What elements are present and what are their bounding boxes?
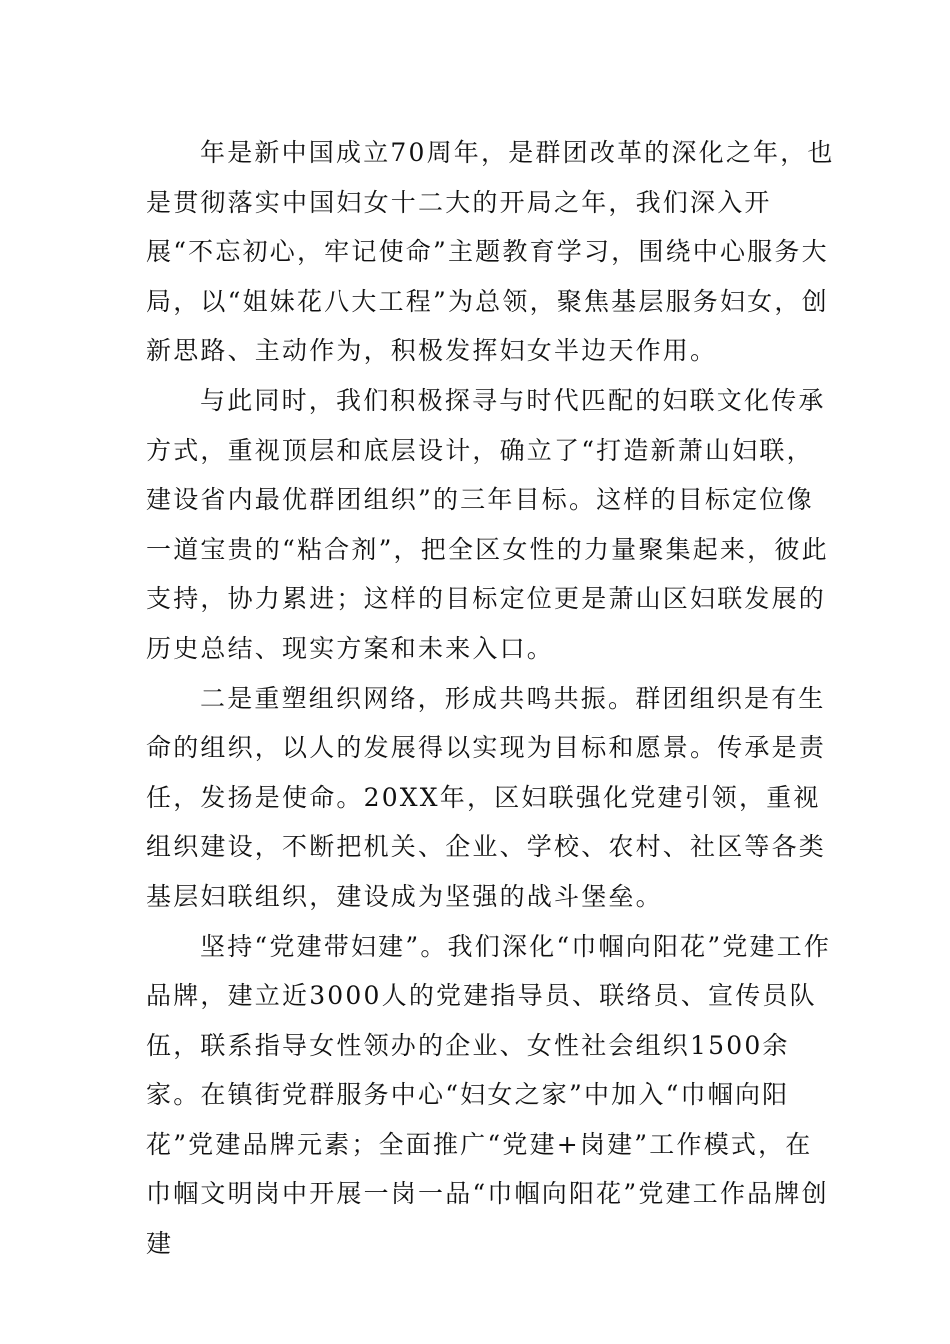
paragraph-3: 二是重塑组织网络，形成共鸣共振。群团组织是有生命的组织，以人的发展得以实现为目标和愿景。传承是责任，发扬是使命。20XX年，区妇联强化党建引领，重视组织建设，不断把机关、企业、学校、农村、社区等各类基层妇联组织，建设成为坚强的战斗堡垒。 <box>146 683 827 911</box>
paragraph-4: 坚持“党建带妇建”。我们深化“巾帼向阳花”党建工作品牌，建立近3000人的党建指导员、联络员、宣传员队伍，联系指导女性领办的企业、女性社会组织1500余家。在镇街党群服务中心“妇女之家”中加入“巾帼向阳花”党建品牌元素；全面推广“党建+岗建”工作模式，在巾帼文明岗中开展一岗一品“巾帼向阳花”党建工作品牌创建 <box>146 931 832 1259</box>
document-body <box>146 128 836 1269</box>
paragraph-1: 年是新中国成立70周年，是群团改革的深化之年，也是贯彻落实中国妇女十二大的开局之年，我们深入开展“不忘初心，牢记使命”主题教育学习，围绕中心服务大局，以“姐妹花八大工程”为总领，聚焦基层服务妇女，创新思路、主动作为，积极发挥妇女半边天作用。 <box>146 138 835 366</box>
paragraph-2: 与此同时，我们积极探寻与时代匹配的妇联文化传承方式，重视顶层和底层设计，确立了“打造新萧山妇联，建设省内最优群团组织”的三年目标。这样的目标定位像一道宝贵的“粘合剂”，把全区女性的力量聚集起来，彼此支持，协力累进；这样的目标定位更是萧山区妇联发展的历史总结、现实方案和未来入口。 <box>146 385 829 663</box>
